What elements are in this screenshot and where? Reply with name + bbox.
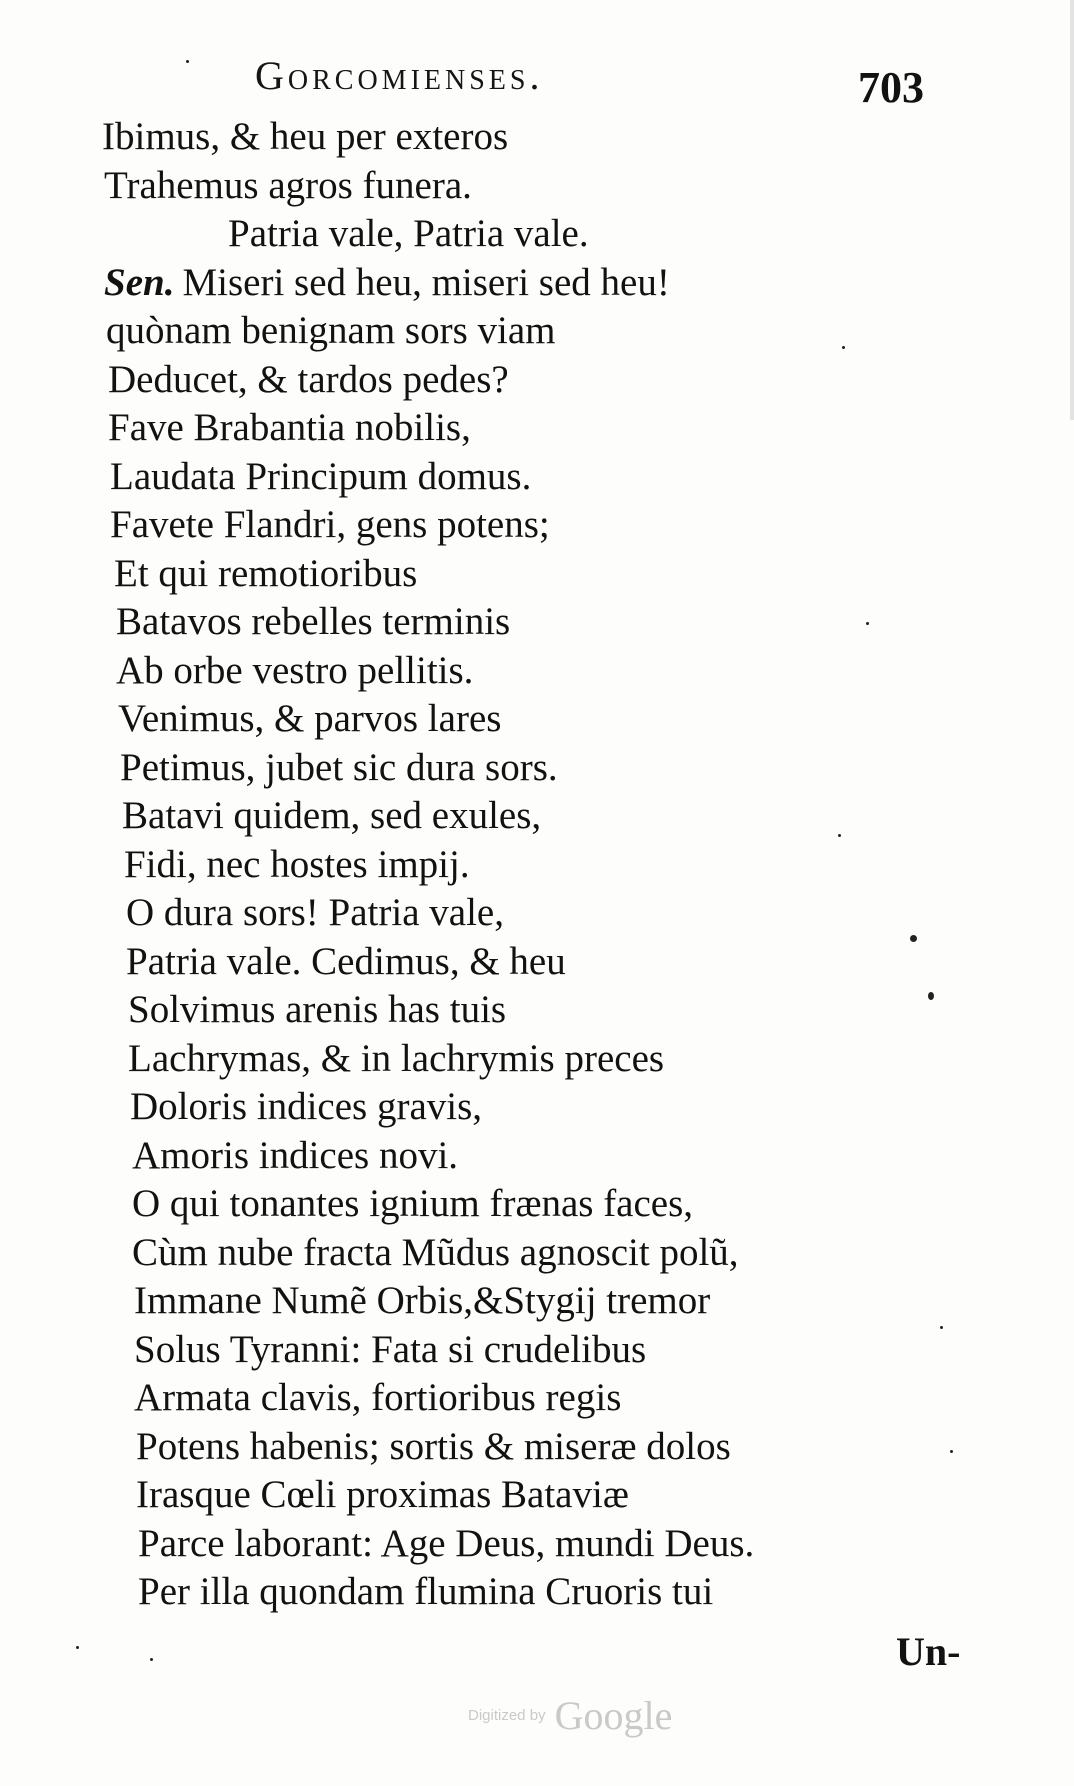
- verse-line-11: Batavos rebelles terminis: [116, 600, 511, 643]
- verse-line-26: Solus Tyranni: Fata si crudelibus: [134, 1327, 647, 1371]
- page-edge-shadow: [1070, 0, 1074, 420]
- watermark-brand: Google: [554, 1693, 673, 1738]
- verse-line-4: [104, 259, 1074, 308]
- dust-speck: [842, 346, 845, 349]
- verse-line-30: Parce laborant: Age Deus, mundi Deus.: [138, 1521, 755, 1565]
- dust-speck: [76, 1646, 79, 1649]
- speaker-label: Sen.: [104, 260, 175, 304]
- verse-line-4-text: Miseri sed heu, miseri sed heu!: [182, 260, 670, 304]
- verse-line-13: Venimus, & parvos lares: [118, 697, 502, 740]
- verse-line-9: Favete Flandri, gens potens;: [110, 503, 550, 546]
- page-number: 703: [858, 63, 924, 112]
- dust-speck: [838, 834, 841, 837]
- verse-line-12: Ab orbe vestro pellitis.: [116, 648, 474, 692]
- verse-line-8: Laudata Principum domus.: [110, 454, 532, 498]
- verse-line-22: Amoris indices novi.: [132, 1133, 459, 1177]
- verse-line-3: Patria vale, Patria vale.: [228, 212, 589, 255]
- verse-line-25: Immane Numẽ Orbis,&Stygij tremor: [134, 1279, 711, 1322]
- verse-line-28: Potens habenis; sortis & miseræ dolos: [136, 1424, 731, 1468]
- verse-line-29: Irasque Cœli proximas Bataviæ: [136, 1473, 629, 1516]
- verse-line-19: Solvimus arenis has tuis: [128, 988, 507, 1031]
- verse-line-20: Lachrymas, & in lachrymis preces: [128, 1036, 665, 1080]
- verse-line-27: Armata clavis, fortioribus regis: [134, 1376, 622, 1419]
- watermark-prefix: Digitized by: [468, 1707, 546, 1724]
- verse-line-23: O qui tonantes ignium frænas faces,: [132, 1182, 694, 1225]
- dust-speck: [950, 1450, 953, 1453]
- dust-speck: [186, 60, 189, 63]
- dust-speck: [866, 622, 869, 625]
- verse-line-18: Patria vale. Cedimus, & heu: [126, 939, 566, 983]
- verse-line-17: O dura sors! Patria vale,: [126, 891, 504, 934]
- dust-speck: [928, 992, 934, 1000]
- dust-speck: [150, 1658, 153, 1661]
- verse-line-7: Fave Brabantia nobilis,: [108, 406, 471, 449]
- verse-line-24: Cùm nube fracta Mũdus agnoscit polũ,: [132, 1230, 739, 1274]
- verse-block: [0, 113, 1074, 1617]
- digitization-watermark: [468, 1692, 672, 1739]
- dust-speck: [910, 935, 917, 942]
- verse-line-5: quònam benignam sors viam: [106, 309, 556, 352]
- verse-line-6: Deducet, & tardos pedes?: [108, 357, 509, 401]
- verse-line-31: Per illa quondam flumina Cruoris tui: [138, 1570, 714, 1613]
- verse-line-2: Trahemus agros funera.: [104, 163, 472, 207]
- catchword: Un-: [896, 1629, 961, 1674]
- verse-line-1: Ibimus, & heu per exteros: [102, 115, 509, 158]
- verse-line-16: Fidi, nec hostes impij.: [124, 842, 470, 886]
- running-head: Gorcomienses.: [255, 53, 544, 98]
- verse-line-21: Doloris indices gravis,: [130, 1085, 483, 1128]
- verse-line-14: Petimus, jubet sic dura sors.: [120, 745, 558, 789]
- verse-line-10: Et qui remotioribus: [114, 551, 418, 595]
- dust-speck: [940, 1326, 943, 1329]
- verse-line-15: Batavi quidem, sed exules,: [122, 794, 542, 837]
